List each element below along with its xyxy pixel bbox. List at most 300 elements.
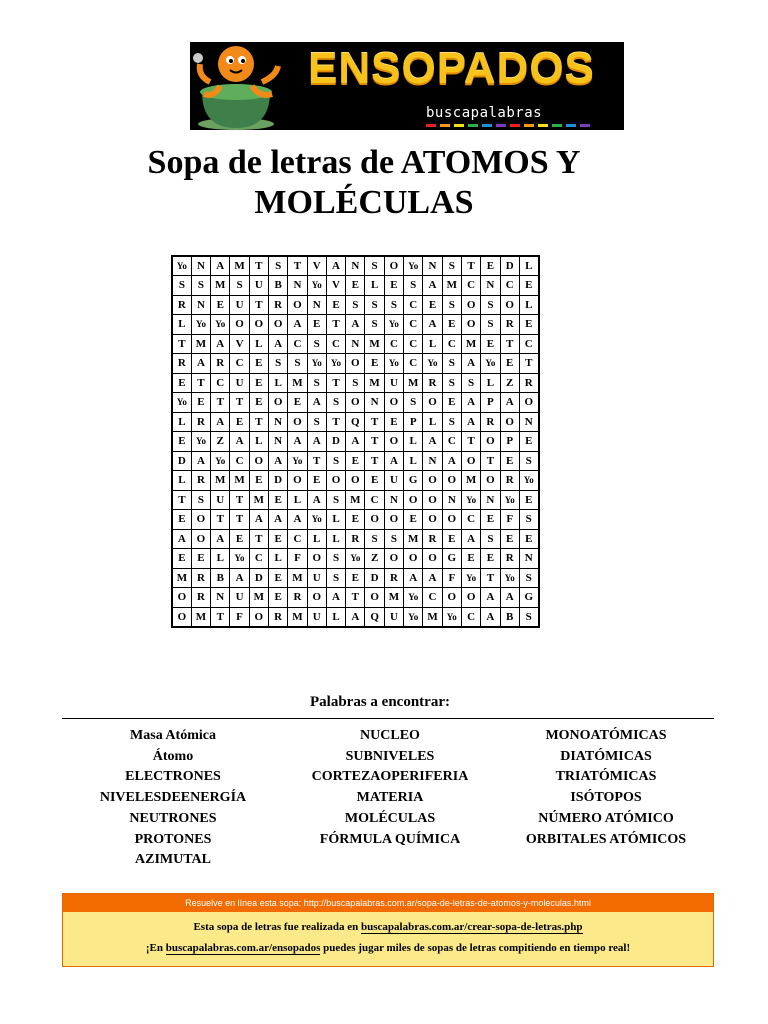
grid-cell: R: [500, 549, 519, 569]
grid-cell: C: [442, 334, 461, 354]
grid-cell: S: [519, 451, 538, 471]
grid-cell: B: [500, 607, 519, 627]
grid-cell: R: [172, 354, 191, 374]
grid-cell: R: [500, 315, 519, 335]
grid-cell: Yo: [500, 490, 519, 510]
grid-cell: L: [172, 471, 191, 491]
word-item: FÓRMULA QUÍMICA: [319, 831, 461, 847]
grid-cell: P: [481, 393, 500, 413]
grid-cell: E: [211, 295, 230, 315]
grid-cell: O: [404, 549, 423, 569]
grid-cell: S: [326, 490, 345, 510]
grid-cell: E: [288, 393, 307, 413]
grid-cell: M: [365, 334, 384, 354]
grid-cell: D: [365, 568, 384, 588]
grid-cell: T: [230, 510, 249, 530]
grid-cell: C: [326, 334, 345, 354]
grid-cell: C: [461, 276, 480, 296]
grid-cell: C: [500, 276, 519, 296]
word-item: SUBNIVELES: [345, 748, 435, 764]
grid-cell: A: [288, 315, 307, 335]
grid-cell: A: [423, 568, 442, 588]
grid-cell: T: [307, 451, 326, 471]
word-item: ORBITALES ATÓMICOS: [525, 831, 687, 847]
grid-cell: S: [307, 412, 326, 432]
grid-cell: O: [461, 451, 480, 471]
grid-cell: Yo: [211, 315, 230, 335]
grid-cell: F: [288, 549, 307, 569]
grid-cell: Yo: [307, 354, 326, 374]
grid-cell: E: [519, 276, 538, 296]
divider: [62, 718, 714, 719]
grid-cell: C: [423, 588, 442, 608]
grid-cell: Yo: [500, 568, 519, 588]
word-item: MATERIA: [356, 790, 424, 806]
grid-cell: O: [346, 471, 365, 491]
grid-cell: P: [500, 432, 519, 452]
grid-cell: U: [384, 373, 403, 393]
grid-cell: O: [288, 295, 307, 315]
grid-cell: O: [461, 588, 480, 608]
grid-cell: M: [230, 471, 249, 491]
grid-cell: S: [442, 373, 461, 393]
grid-cell: R: [481, 412, 500, 432]
grid-cell: O: [519, 393, 538, 413]
grid-cell: T: [211, 510, 230, 530]
word-list-col-3: [491, 726, 721, 850]
grid-cell: O: [288, 412, 307, 432]
grid-cell: R: [191, 471, 210, 491]
grid-cell: L: [249, 432, 268, 452]
grid-cell: S: [288, 354, 307, 374]
grid-cell: O: [249, 451, 268, 471]
grid-cell: L: [307, 529, 326, 549]
grid-cell: L: [519, 295, 538, 315]
grid-cell: T: [365, 432, 384, 452]
grid-cell: T: [461, 432, 480, 452]
grid-cell: E: [307, 315, 326, 335]
grid-cell: T: [461, 256, 480, 276]
brand-subtitle: buscapalabras: [426, 105, 543, 121]
grid-cell: E: [346, 276, 365, 296]
grid-cell: C: [442, 432, 461, 452]
grid-cell: C: [384, 334, 403, 354]
grid-cell: S: [481, 529, 500, 549]
grid-cell: D: [326, 432, 345, 452]
color-bar: [454, 124, 464, 127]
grid-cell: E: [172, 549, 191, 569]
grid-cell: T: [326, 412, 345, 432]
ensopados-link[interactable]: buscapalabras.com.ar/ensopados: [165, 942, 321, 954]
grid-cell: M: [288, 607, 307, 627]
grid-cell: L: [268, 373, 287, 393]
color-bar: [510, 124, 520, 127]
grid-cell: Q: [365, 607, 384, 627]
grid-cell: O: [365, 510, 384, 530]
grid-cell: A: [481, 607, 500, 627]
grid-cell: A: [268, 334, 287, 354]
grid-cell: T: [365, 451, 384, 471]
grid-cell: N: [346, 334, 365, 354]
word-list-col-1: [58, 726, 288, 871]
grid-cell: A: [442, 451, 461, 471]
grid-cell: S: [326, 393, 345, 413]
grid-cell: O: [307, 588, 326, 608]
grid-cell: E: [249, 471, 268, 491]
word-item: NEUTRONES: [129, 810, 217, 826]
grid-cell: O: [326, 471, 345, 491]
grid-cell: Yo: [191, 315, 210, 335]
grid-cell: E: [191, 549, 210, 569]
grid-cell: C: [211, 373, 230, 393]
grid-cell: T: [249, 529, 268, 549]
grid-cell: T: [211, 393, 230, 413]
grid-cell: L: [519, 256, 538, 276]
grid-cell: E: [519, 490, 538, 510]
grid-cell: O: [442, 588, 461, 608]
grid-cell: G: [442, 549, 461, 569]
color-bar: [566, 124, 576, 127]
grid-cell: O: [249, 607, 268, 627]
grid-cell: E: [268, 529, 287, 549]
grid-cell: N: [481, 276, 500, 296]
grid-cell: A: [230, 432, 249, 452]
grid-cell: T: [481, 568, 500, 588]
word-item: ISÓTOPOS: [570, 790, 642, 806]
grid-cell: C: [288, 529, 307, 549]
grid-cell: E: [481, 256, 500, 276]
grid-cell: E: [172, 510, 191, 530]
grid-cell: E: [481, 549, 500, 569]
grid-cell: L: [268, 549, 287, 569]
grid-row: [172, 354, 539, 374]
grid-row: [172, 315, 539, 335]
grid-cell: O: [461, 295, 480, 315]
grid-row: [172, 412, 539, 432]
grid-cell: O: [461, 315, 480, 335]
grid-cell: A: [268, 510, 287, 530]
color-bars: [426, 124, 590, 127]
grid-cell: R: [191, 412, 210, 432]
word-item: Masa Atómica: [130, 728, 216, 743]
grid-cell: L: [326, 607, 345, 627]
footer-line-2-suffix: puedes jugar miles de sopas de letras compitiendo en tiempo real!: [320, 942, 631, 954]
grid-cell: Yo: [461, 490, 480, 510]
grid-cell: C: [404, 315, 423, 335]
grid-cell: O: [384, 393, 403, 413]
grid-cell: E: [500, 529, 519, 549]
grid-cell: S: [191, 276, 210, 296]
grid-cell: S: [307, 373, 326, 393]
footer-box: [62, 893, 714, 967]
grid-cell: A: [268, 451, 287, 471]
grid-cell: N: [423, 451, 442, 471]
grid-row: [172, 568, 539, 588]
grid-cell: O: [365, 588, 384, 608]
grid-cell: A: [326, 256, 345, 276]
grid-cell: A: [307, 393, 326, 413]
word-item: NÚMERO ATÓMICO: [538, 810, 674, 826]
grid-cell: D: [500, 256, 519, 276]
grid-cell: A: [211, 529, 230, 549]
grid-cell: S: [191, 490, 210, 510]
grid-cell: S: [307, 334, 326, 354]
grid-cell: T: [211, 607, 230, 627]
create-link[interactable]: buscapalabras.com.ar/crear-sopa-de-letras.php: [361, 921, 583, 933]
grid-cell: C: [404, 295, 423, 315]
grid-cell: C: [461, 510, 480, 530]
grid-cell: O: [481, 432, 500, 452]
grid-cell: S: [230, 276, 249, 296]
grid-cell: E: [404, 510, 423, 530]
grid-row: [172, 256, 539, 276]
brand-name: ENSOPADOS: [308, 44, 595, 93]
words-heading: Palabras a encontrar:: [310, 694, 450, 710]
grid-cell: N: [346, 256, 365, 276]
grid-cell: O: [191, 529, 210, 549]
grid-cell: R: [423, 373, 442, 393]
grid-cell: S: [346, 373, 365, 393]
online-link-bar[interactable]: Resuelve en línea esta sopa: http://buscapalabras.com.ar/sopa-de-letras-de-atomos-y-moleculas.html: [63, 894, 713, 912]
grid-cell: E: [346, 568, 365, 588]
grid-cell: Yo: [326, 354, 345, 374]
page-title: [0, 143, 728, 223]
footer-line-1-text: Esta sopa de letras fue realizada en: [193, 921, 362, 933]
grid-cell: A: [249, 510, 268, 530]
grid-cell: S: [326, 568, 345, 588]
grid-cell: M: [211, 471, 230, 491]
grid-cell: O: [384, 256, 403, 276]
color-bar: [538, 124, 548, 127]
grid-cell: Yo: [384, 315, 403, 335]
grid-row: [172, 334, 539, 354]
grid-cell: N: [268, 432, 287, 452]
grid-cell: B: [268, 276, 287, 296]
grid-row: [172, 490, 539, 510]
grid-cell: E: [481, 510, 500, 530]
grid-cell: A: [461, 393, 480, 413]
grid-row: [172, 510, 539, 530]
grid-cell: A: [211, 334, 230, 354]
grid-row: [172, 432, 539, 452]
grid-cell: O: [172, 588, 191, 608]
grid-cell: E: [365, 471, 384, 491]
grid-cell: N: [423, 256, 442, 276]
grid-cell: E: [384, 412, 403, 432]
grid-cell: A: [346, 432, 365, 452]
grid-cell: Yo: [191, 432, 210, 452]
grid-cell: M: [191, 607, 210, 627]
grid-cell: E: [249, 373, 268, 393]
grid-cell: A: [461, 412, 480, 432]
grid-cell: C: [461, 607, 480, 627]
grid-cell: T: [230, 393, 249, 413]
color-bar: [524, 124, 534, 127]
grid-cell: S: [384, 295, 403, 315]
grid-cell: M: [249, 588, 268, 608]
grid-cell: T: [249, 295, 268, 315]
grid-cell: R: [384, 568, 403, 588]
grid-cell: O: [268, 315, 287, 335]
grid-cell: T: [326, 373, 345, 393]
grid-cell: G: [519, 588, 538, 608]
grid-cell: S: [481, 315, 500, 335]
grid-cell: O: [384, 510, 403, 530]
grid-cell: O: [423, 490, 442, 510]
grid-cell: R: [191, 568, 210, 588]
grid-cell: N: [519, 549, 538, 569]
grid-cell: C: [230, 354, 249, 374]
grid-cell: M: [288, 373, 307, 393]
grid-cell: L: [423, 412, 442, 432]
grid-cell: A: [346, 607, 365, 627]
grid-cell: M: [423, 607, 442, 627]
grid-cell: O: [423, 549, 442, 569]
grid-cell: T: [326, 315, 345, 335]
grid-cell: N: [191, 256, 210, 276]
grid-cell: A: [500, 588, 519, 608]
grid-cell: N: [268, 412, 287, 432]
grid-cell: O: [500, 412, 519, 432]
grid-cell: T: [365, 412, 384, 432]
grid-cell: D: [249, 568, 268, 588]
grid-cell: A: [461, 529, 480, 549]
grid-cell: T: [172, 334, 191, 354]
title-line-1: Sopa de letras de ATOMOS Y: [147, 144, 581, 181]
grid-cell: Yo: [519, 471, 538, 491]
grid-cell: B: [211, 568, 230, 588]
grid-cell: Yo: [172, 393, 191, 413]
grid-row: [172, 607, 539, 627]
grid-cell: L: [404, 451, 423, 471]
grid-cell: E: [423, 295, 442, 315]
grid-cell: Z: [500, 373, 519, 393]
grid-cell: M: [249, 490, 268, 510]
grid-cell: A: [461, 354, 480, 374]
grid-cell: O: [249, 315, 268, 335]
grid-cell: Yo: [423, 354, 442, 374]
grid-cell: E: [442, 529, 461, 549]
word-item: AZIMUTAL: [135, 852, 211, 868]
color-bar: [468, 124, 478, 127]
grid-cell: L: [249, 334, 268, 354]
footer-line-1: [63, 921, 713, 933]
grid-cell: Yo: [211, 451, 230, 471]
grid-cell: T: [249, 412, 268, 432]
grid-cell: R: [519, 373, 538, 393]
word-item: NUCLEO: [360, 728, 420, 743]
grid-cell: Yo: [404, 607, 423, 627]
grid-cell: E: [519, 315, 538, 335]
grid-row: [172, 588, 539, 608]
grid-cell: U: [230, 295, 249, 315]
grid-cell: A: [307, 490, 326, 510]
grid-cell: G: [404, 471, 423, 491]
grid-cell: S: [268, 256, 287, 276]
grid-cell: R: [172, 295, 191, 315]
grid-cell: A: [288, 510, 307, 530]
grid-cell: A: [500, 393, 519, 413]
grid-cell: O: [442, 510, 461, 530]
color-bar: [482, 124, 492, 127]
word-item: Átomo: [152, 748, 194, 764]
grid-cell: A: [481, 588, 500, 608]
grid-cell: E: [365, 354, 384, 374]
grid-row: [172, 549, 539, 569]
grid-cell: C: [288, 334, 307, 354]
grid-cell: O: [288, 471, 307, 491]
grid-cell: O: [500, 295, 519, 315]
grid-cell: S: [481, 295, 500, 315]
grid-cell: C: [404, 354, 423, 374]
grid-cell: S: [365, 315, 384, 335]
grid-cell: O: [481, 471, 500, 491]
grid-cell: E: [500, 354, 519, 374]
grid-cell: E: [481, 334, 500, 354]
grid-cell: O: [172, 607, 191, 627]
grid-cell: S: [442, 412, 461, 432]
grid-cell: E: [326, 295, 345, 315]
grid-cell: A: [384, 451, 403, 471]
grid-cell: C: [519, 334, 538, 354]
color-bar: [440, 124, 450, 127]
grid-cell: L: [326, 529, 345, 549]
grid-cell: M: [172, 568, 191, 588]
grid-cell: Yo: [384, 354, 403, 374]
grid-cell: O: [346, 354, 365, 374]
grid-cell: S: [442, 256, 461, 276]
grid-cell: U: [384, 471, 403, 491]
grid-cell: Yo: [288, 451, 307, 471]
grid-cell: O: [307, 549, 326, 569]
grid-cell: M: [346, 490, 365, 510]
grid-cell: Q: [346, 412, 365, 432]
grid-cell: E: [249, 393, 268, 413]
grid-cell: R: [500, 471, 519, 491]
grid-cell: E: [172, 432, 191, 452]
grid-cell: O: [384, 549, 403, 569]
grid-row: [172, 471, 539, 491]
grid-cell: T: [500, 334, 519, 354]
color-bar: [552, 124, 562, 127]
grid-cell: M: [404, 373, 423, 393]
grid-cell: Yo: [307, 510, 326, 530]
grid-cell: L: [288, 490, 307, 510]
grid-cell: E: [230, 412, 249, 432]
grid-cell: N: [211, 588, 230, 608]
grid-cell: L: [365, 276, 384, 296]
grid-cell: T: [172, 490, 191, 510]
grid-cell: M: [384, 588, 403, 608]
grid-cell: A: [211, 256, 230, 276]
word-item: NIVELESDEENERGÍA: [99, 790, 247, 806]
grid-cell: N: [307, 295, 326, 315]
grid-cell: E: [172, 373, 191, 393]
word-item: CORTEZAOPERIFERIA: [311, 769, 469, 785]
grid-cell: S: [461, 373, 480, 393]
grid-cell: C: [230, 451, 249, 471]
grid-cell: E: [519, 432, 538, 452]
grid-cell: E: [461, 549, 480, 569]
grid-cell: L: [211, 549, 230, 569]
grid-cell: E: [249, 354, 268, 374]
grid-cell: A: [172, 529, 191, 549]
word-item: MONOATÓMICAS: [545, 728, 667, 743]
grid-cell: A: [191, 451, 210, 471]
grid-cell: M: [288, 568, 307, 588]
grid-cell: V: [230, 334, 249, 354]
grid-cell: O: [423, 510, 442, 530]
